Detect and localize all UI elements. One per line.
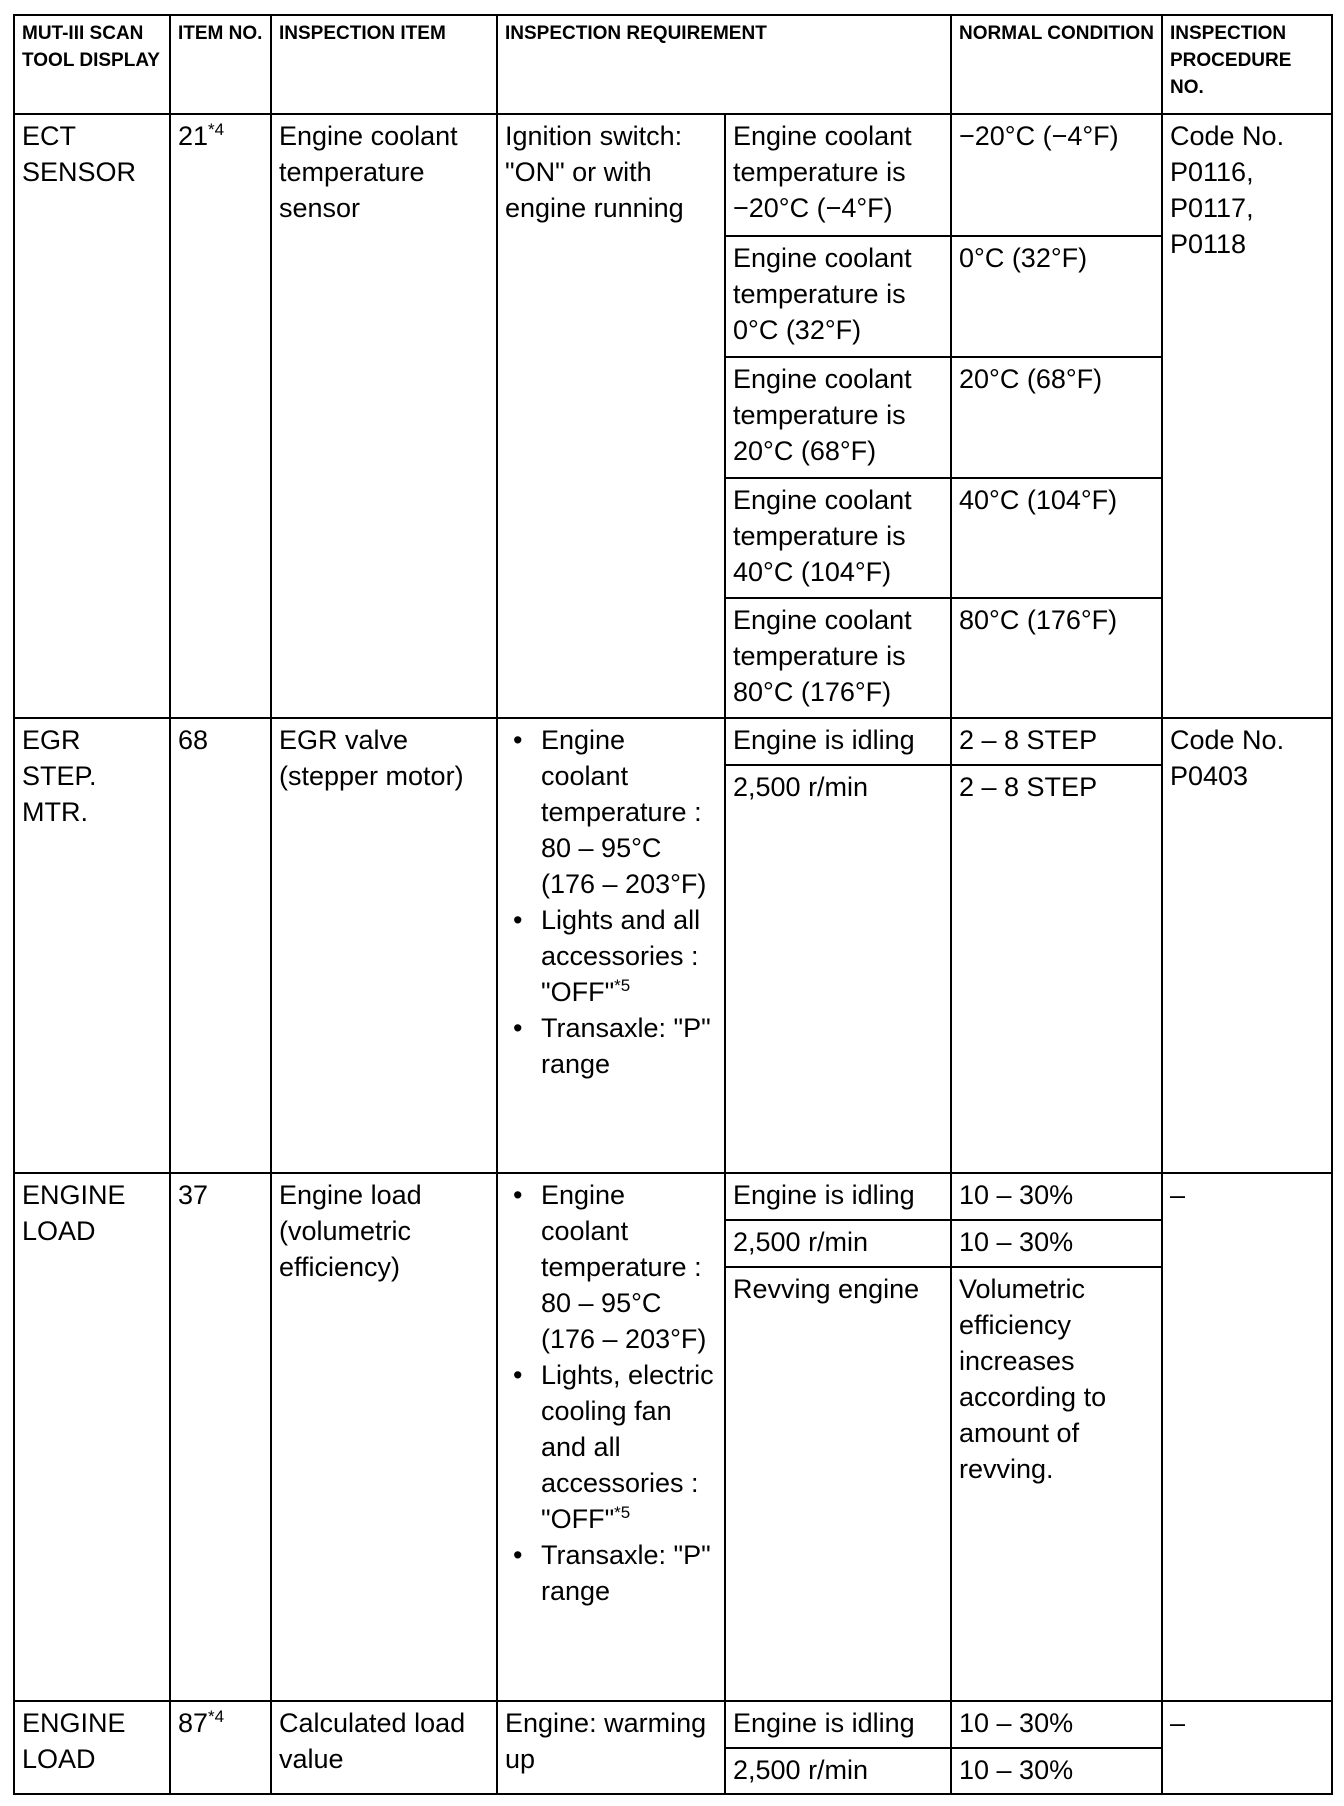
ect-requirement: Ignition switch: "ON" or with engine running (497, 114, 725, 718)
calc-display: ENGINE LOAD (14, 1701, 170, 1794)
egr-procedure: Code No. P0403 (1162, 718, 1332, 1173)
ect-condition: Engine coolant temperature is 20°C (68°F) (725, 357, 951, 478)
calc-requirement: Engine: warming up (497, 1701, 725, 1794)
egr-requirement-list (505, 722, 717, 1082)
load-requirement-list (505, 1177, 717, 1609)
list-item: • Engine coolant temperature : 80 – 95°C (176 – 203°F) (541, 722, 717, 902)
ect-normal: 40°C (104°F) (951, 478, 1162, 598)
table-row (14, 1701, 1332, 1748)
ect-procedure: Code No. P0116, P0117, P0118 (1162, 114, 1332, 718)
header-item-no: ITEM NO. (170, 15, 271, 114)
ect-condition: Engine coolant temperature is 80°C (176°F) (725, 598, 951, 718)
ect-display: ECT SENSOR (14, 114, 170, 718)
inspection-table (13, 14, 1333, 1795)
ect-condition: Engine coolant temperature is −20°C (−4°F) (725, 114, 951, 236)
calc-normal: 10 – 30% (951, 1748, 1162, 1794)
load-item-no: 37 (170, 1173, 271, 1701)
egr-requirement (497, 718, 725, 1173)
list-item: • Engine coolant temperature : 80 – 95°C (176 – 203°F) (541, 1177, 717, 1357)
load-condition: Engine is idling (725, 1173, 951, 1220)
egr-normal: 2 – 8 STEP (951, 718, 1162, 765)
ect-condition: Engine coolant temperature is 0°C (32°F) (725, 236, 951, 357)
egr-condition: 2,500 r/min (725, 765, 951, 1173)
calc-procedure: – (1162, 1701, 1332, 1794)
calc-normal: 10 – 30% (951, 1701, 1162, 1748)
load-requirement (497, 1173, 725, 1701)
list-item: • Transaxle: "P" range (541, 1537, 717, 1609)
load-item: Engine load (volumetric efficiency) (271, 1173, 497, 1701)
egr-item-no: 68 (170, 718, 271, 1173)
load-procedure: – (1162, 1173, 1332, 1701)
load-condition: Revving engine (725, 1267, 951, 1701)
ect-normal: 0°C (32°F) (951, 236, 1162, 357)
load-condition: 2,500 r/min (725, 1220, 951, 1267)
calc-item-no: 87$^{*4}$ (170, 1701, 271, 1794)
ect-item-no: 21$^{*4}$ (170, 114, 271, 718)
egr-normal: 2 – 8 STEP (951, 765, 1162, 1173)
list-item: • Lights, electric cooling fan and all accessories : "OFF"$^{*5}$ (541, 1357, 717, 1537)
ect-normal: −20°C (−4°F) (951, 114, 1162, 236)
load-normal: 10 – 30% (951, 1173, 1162, 1220)
header-requirement: INSPECTION REQUIREMENT (497, 15, 951, 114)
egr-display: EGR STEP. MTR. (14, 718, 170, 1173)
load-display: ENGINE LOAD (14, 1173, 170, 1701)
ect-normal: 20°C (68°F) (951, 357, 1162, 478)
header-display: MUT-III SCAN TOOL DISPLAY (14, 15, 170, 114)
calc-condition: 2,500 r/min (725, 1748, 951, 1794)
load-normal: 10 – 30% (951, 1220, 1162, 1267)
header-normal: NORMAL CONDITION (951, 15, 1162, 114)
calc-item: Calculated load value (271, 1701, 497, 1794)
ect-condition: Engine coolant temperature is 40°C (104°F) (725, 478, 951, 598)
ect-normal: 80°C (176°F) (951, 598, 1162, 718)
ect-item: Engine coolant temperature sensor (271, 114, 497, 718)
calc-condition: Engine is idling (725, 1701, 951, 1748)
list-item: • Transaxle: "P" range (541, 1010, 717, 1082)
table-row (14, 114, 1332, 236)
egr-item: EGR valve (stepper motor) (271, 718, 497, 1173)
list-item: • Lights and all accessories : "OFF"$^{*5}$ (541, 902, 717, 1010)
load-normal: Volumetric efficiency increases according to amount of revving. (951, 1267, 1162, 1701)
header-row (14, 15, 1332, 114)
egr-condition: Engine is idling (725, 718, 951, 765)
table-row (14, 1173, 1332, 1220)
table-row (14, 718, 1332, 765)
header-procedure: INSPECTION PROCEDURE NO. (1162, 15, 1332, 114)
header-item: INSPECTION ITEM (271, 15, 497, 114)
